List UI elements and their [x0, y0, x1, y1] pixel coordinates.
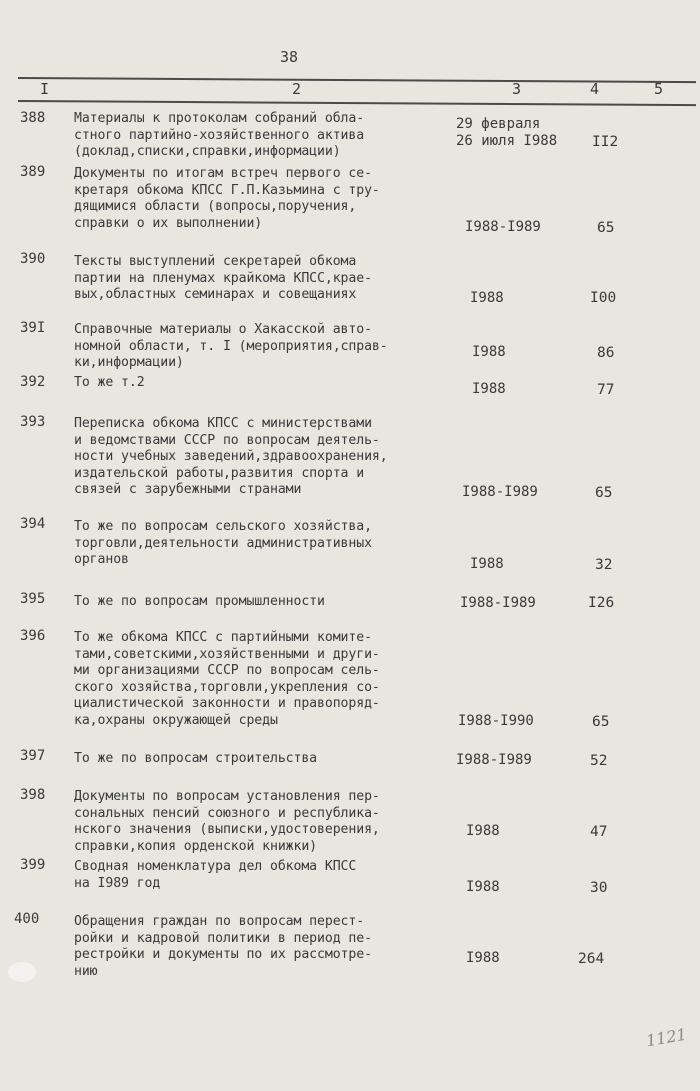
row-392-description: То же т.2 — [74, 375, 145, 390]
column-header-2: 2 — [292, 80, 302, 98]
row-399-description: Сводная номенклатура дел обкома КПСС на I989 год — [74, 859, 357, 891]
row-396-number: 396 — [20, 628, 46, 644]
row-400-sheets: 264 — [578, 951, 605, 967]
row-393-number: 393 — [20, 414, 46, 430]
row-389-date: I988-I989 — [465, 219, 541, 235]
row-392-date: I988 — [472, 381, 506, 397]
row-395-sheets: I26 — [588, 595, 615, 611]
row-393-description: Переписка обкома КПСС с министерствами и ведомствами СССР по вопросам деятель- ности учебных заведений,здравоохранения, издательской работы,развития спорта и связей с зарубежными странами — [74, 416, 388, 498]
row-389-number: 389 — [20, 164, 46, 180]
row-393-sheets: 65 — [595, 485, 613, 501]
row-394-date: I988 — [470, 556, 504, 572]
row-397-sheets: 52 — [590, 753, 608, 769]
row-396-sheets: 65 — [592, 714, 610, 730]
row-394-description: То же по вопросам сельского хозяйства, торговли,деятельности административных органов — [74, 519, 372, 568]
column-header-3: 3 — [512, 80, 522, 98]
header-rule-bottom — [18, 100, 696, 106]
row-390-description: Тексты выступлений секретарей обкома партии на пленумах крайкома КПСС,крае- вых,областных семинарах и совещаниях — [74, 254, 372, 303]
column-header-4: 4 — [590, 80, 600, 98]
row-390-date: I988 — [470, 290, 504, 306]
row-388-description: Материалы к протоколам собраний обла- стного партийно-хозяйственного актива (доклад,списки,справки,информации) — [74, 111, 365, 160]
row-392-number: 392 — [20, 374, 46, 390]
row-398-number: 398 — [20, 787, 46, 803]
page-number: 38 — [280, 48, 299, 66]
row-388-sheets: II2 — [592, 134, 619, 150]
handwritten-sheet-number: 1121 — [644, 1024, 689, 1051]
row-399-number: 399 — [20, 857, 46, 873]
row-395-date: I988-I989 — [460, 595, 536, 611]
row-397-number: 397 — [20, 748, 46, 764]
row-389-sheets: 65 — [597, 220, 615, 236]
row-398-description: Документы по вопросам установления пер- сональных пенсий союзного и республика- нского значения (выписки,удостоверения, справки,копия орденской книжки) — [74, 789, 380, 854]
row-391-sheets: 86 — [597, 345, 615, 361]
row-388-date: 29 февраля 26 июля I988 — [456, 116, 558, 149]
row-399-sheets: 30 — [590, 880, 608, 896]
row-393-date: I988-I989 — [462, 484, 538, 500]
row-395-number: 395 — [20, 591, 46, 607]
row-396-description: То же обкома КПСС с партийными комите- тами,советскими,хозяйственными и други- ми организациями СССР по вопросам сель- ского хозяйства,торговли,укрепления со- циалистической законности и правопоряд- ка,охраны окружающей среды — [74, 630, 380, 728]
row-389-description: Документы по итогам встреч первого се- кретаря обкома КПСС Г.П.Казьмина с тру- дящимися области (вопросы,поручения, справки о их выполнении) — [74, 166, 380, 231]
column-header-1: I — [40, 80, 50, 98]
row-397-date: I988-I989 — [456, 752, 532, 768]
paper-stain — [8, 962, 36, 982]
row-390-sheets: I00 — [590, 290, 617, 306]
row-390-number: 390 — [20, 251, 46, 267]
row-398-sheets: 47 — [590, 824, 608, 840]
row-395-description: То же по вопросам промышленности — [74, 594, 325, 609]
row-396-date: I988-I990 — [458, 713, 534, 729]
row-399-date: I988 — [466, 879, 500, 895]
row-397-description: То же по вопросам строительства — [74, 751, 318, 766]
row-391-description: Справочные материалы о Хакасской авто- номной области, т. I (мероприятия,справ- ки,информации) — [74, 322, 388, 371]
row-400-description: Обращения граждан по вопросам перест- ройки и кадровой политики в период пе- рестройки и документы по их рассмотре- нию — [74, 914, 372, 979]
row-394-number: 394 — [20, 516, 46, 532]
row-394-sheets: 32 — [595, 557, 613, 573]
column-header-5: 5 — [654, 80, 664, 98]
row-388-number: 388 — [20, 110, 46, 126]
row-392-sheets: 77 — [597, 382, 615, 398]
row-400-number: 400 — [14, 911, 40, 927]
row-398-date: I988 — [466, 823, 500, 839]
row-391-number: 39I — [20, 320, 46, 336]
row-391-date: I988 — [472, 344, 506, 360]
row-400-date: I988 — [466, 950, 500, 966]
